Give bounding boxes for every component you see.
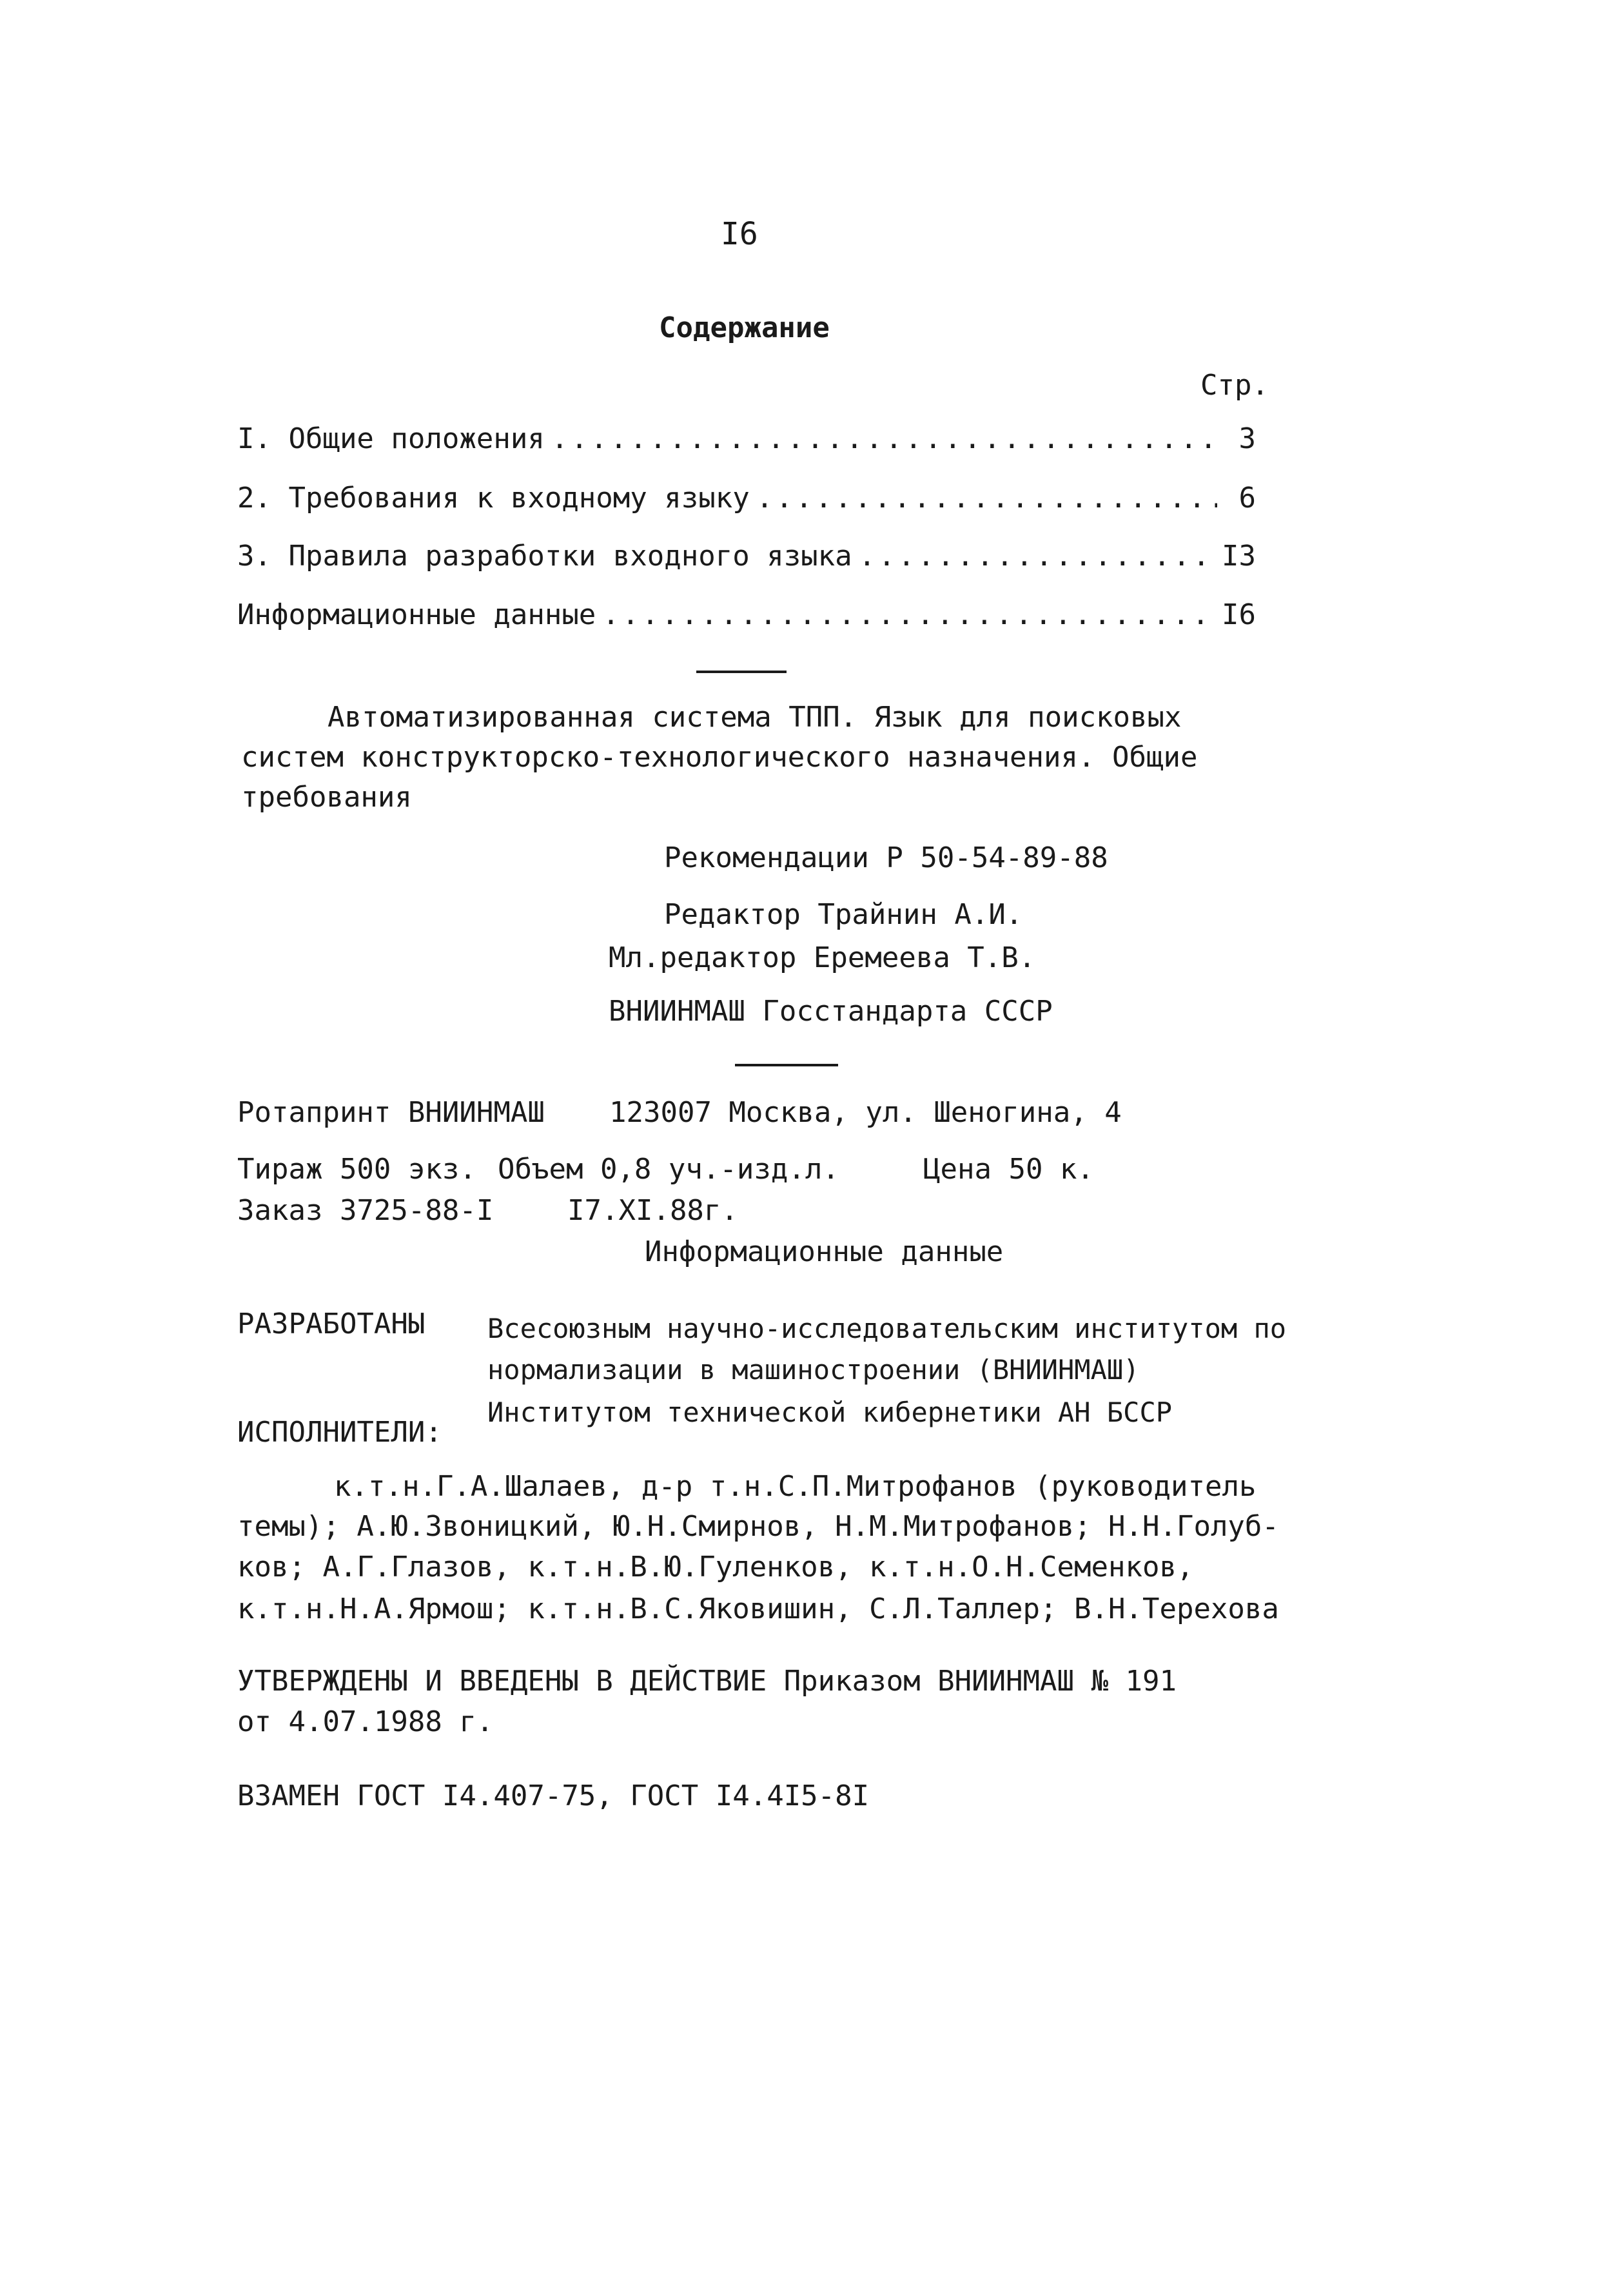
approval-line: от 4.07.1988 г. [237, 1705, 494, 1738]
toc-entry [237, 598, 1256, 631]
divider [735, 1064, 838, 1066]
executors-line: темы); А.Ю.Звоницкий, Ю.Н.Смирнов, Н.М.Митрофанов; Н.Н.Голуб- [237, 1510, 1279, 1543]
toc-entry-page: I6 [1222, 598, 1256, 631]
executors-line: к.т.н.Г.А.Шалаев, д-р т.н.С.П.Митрофанов (руководитель [334, 1470, 1257, 1503]
toc-leader [551, 422, 1217, 455]
toc-entry-page: 3 [1238, 422, 1256, 455]
toc-leader [756, 482, 1217, 515]
contents-title: Содержание [659, 311, 830, 344]
circulation: Тираж 500 экз. [237, 1153, 476, 1186]
print-date: I7.XI.88г. [567, 1194, 738, 1227]
junior-editor: Мл.редактор Еремеева Т.В. [609, 941, 1036, 974]
approval-line: УТВЕРЖДЕНЫ И ВВЕДЕНЫ В ДЕЙСТВИЕ Приказом ВНИИНМАШ № 191 [237, 1665, 1177, 1698]
publisher: ВНИИНМАШ Госстандарта СССР [609, 995, 1053, 1028]
toc-entry-label: 2. Требования к входному языку [237, 482, 750, 515]
page-column-label: Стр. [1200, 369, 1269, 402]
address: 123007 Москва, ул. Шеногина, 4 [609, 1096, 1122, 1129]
toc-entry-page: 6 [1238, 482, 1256, 515]
price: Цена 50 к. [923, 1153, 1094, 1186]
toc-entry-label: I. Общие положения [237, 422, 545, 455]
divider [696, 671, 787, 673]
executors-label: ИСПОЛНИТЕЛИ: [237, 1416, 442, 1449]
toc-leader [602, 598, 1215, 631]
toc-leader [859, 540, 1215, 573]
toc-entry-page: I3 [1222, 540, 1256, 573]
executors-line: к.т.н.Н.А.Ярмош; к.т.н.В.С.Яковишин, С.Л.Таллер; В.Н.Терехова [237, 1593, 1279, 1625]
volume: Объем 0,8 уч.-изд.л. [498, 1153, 839, 1186]
toc-entry [237, 540, 1256, 573]
editor: Редактор Трайнин А.И. [664, 898, 1023, 931]
order-number: Заказ 3725-88-I [237, 1194, 494, 1227]
replaces-line: ВЗАМЕН ГОСТ I4.407-75, ГОСТ I4.4I5-8I [237, 1779, 870, 1812]
developed-label: РАЗРАБОТАНЫ [237, 1308, 426, 1340]
recommendation-number: Рекомендации Р 50-54-89-88 [664, 841, 1108, 874]
developed-line: Институтом технической кибернетики АН БССР [487, 1397, 1173, 1428]
toc-entry [237, 482, 1256, 515]
page-number: I6 [721, 216, 758, 252]
toc-entry-label: 3. Правила разработки входного языка [237, 540, 852, 573]
developed-line: Всесоюзным научно-исследовательским институтом по [487, 1313, 1287, 1344]
executors-line: ков; А.Г.Глазов, к.т.н.В.Ю.Гуленков, к.т.н.О.Н.Семенков, [237, 1551, 1194, 1583]
document-title-line: требования [241, 781, 412, 814]
toc-entry [237, 422, 1256, 455]
document-title-line: систем конструкторско-технологического назначения. Общие [241, 741, 1198, 774]
rotaprint: Ротапринт ВНИИНМАШ [237, 1096, 545, 1129]
info-heading: Информационные данные [645, 1235, 1004, 1268]
developed-line: нормализации в машиностроении (ВНИИНМАШ) [487, 1354, 1140, 1386]
toc-entry-label: Информационные данные [237, 598, 596, 631]
document-title-line: Автоматизированная система ТПП. Язык для поисковых [328, 701, 1182, 734]
